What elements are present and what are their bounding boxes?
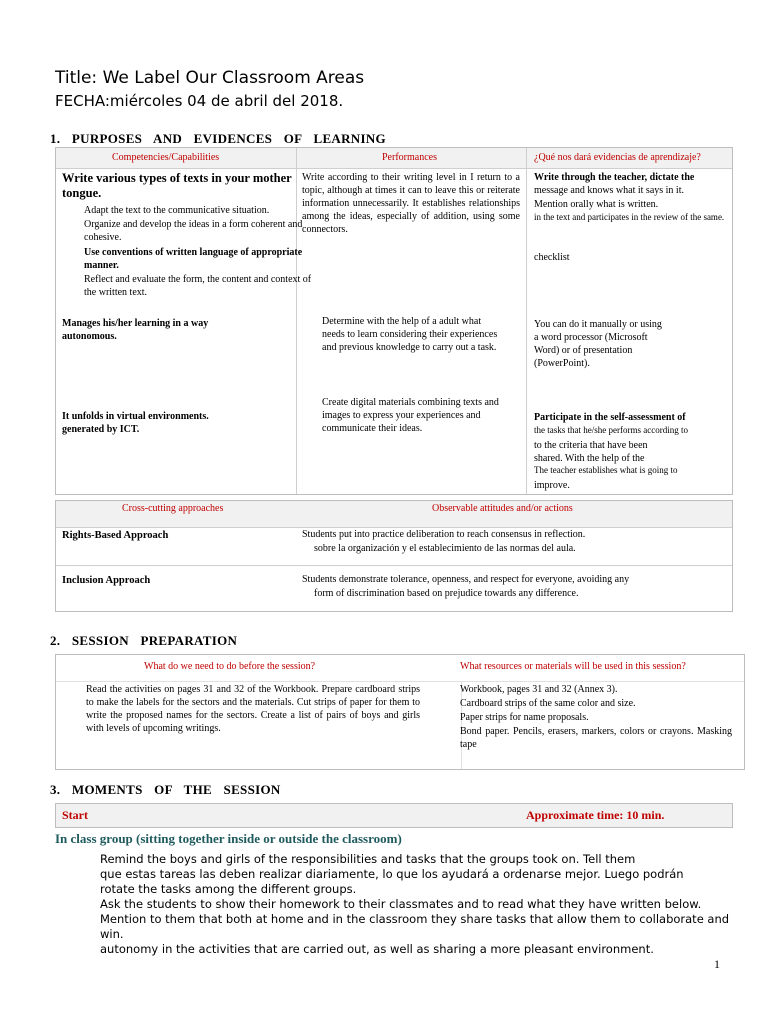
competency-item: Organize and develop the ideas in a form coherent and cohesive. — [84, 219, 303, 243]
approximate-time: Approximate time: 10 min. — [526, 808, 665, 822]
row-divider — [56, 565, 732, 566]
document-title: Title: We Label Our Classroom Areas — [55, 68, 365, 88]
group-heading: In class group (sitting together inside or outside the classroom) — [55, 831, 402, 846]
section-heading-moments: 3. MOMENTS OF THE SESSION — [50, 782, 281, 797]
approach-rights-actions: Students put into practice deliberation to reach consensus in reflection. — [302, 529, 586, 540]
approach-inclusion-actions-cont: form of discrimination based on prejudice towards any difference. — [314, 588, 579, 599]
resource-item: Bond paper. Pencils, erasers, markers, colors or crayons. Masking tape — [460, 726, 732, 750]
start-label: Start — [62, 808, 88, 822]
approach-inclusion: Inclusion Approach — [62, 575, 151, 586]
evidence-message: message and knows what it says in it. — [534, 185, 684, 196]
evidence-review: in the text and participates in the review of the same. — [534, 212, 725, 222]
evidence-manual-or-word: You can do it manually or using a word processor (Microsoft Word) or of presentation (PowerPoint). — [534, 319, 662, 369]
competency-item: Reflect and evaluate the form, the content and context of the written text. — [84, 274, 312, 298]
competency-item: Use conventions of written language of appropriate manner. — [84, 247, 303, 271]
competency-item: Adapt the text to the communicative situation. — [84, 205, 270, 216]
resource-item: Cardboard strips of the same color and size. — [460, 698, 636, 709]
evidence-tasks: the tasks that he/she performs according to — [534, 425, 688, 435]
moment-paragraph-homework: Ask the students to show their homework to their classmates and to read what they have written below. Mention to them that both at home and in the classroom they share tasks that allow them to collaborate and win. autonomy in the activities that are carried out, as well as sharing a more pleasant environment. — [100, 897, 730, 956]
preparation-header — [56, 655, 744, 682]
header-performances: Performances — [382, 152, 437, 163]
header-attitudes: Observable attitudes and/or actions — [432, 503, 573, 514]
evidence-teacher-establishes: The teacher establishes what is going to — [534, 465, 678, 475]
performance-digital: Create digital materials combining texts and images to express your experiences and communicate their ideas. — [322, 397, 499, 434]
evidence-mention: Mention orally what is written. — [534, 199, 659, 210]
evidence-improve: improve. — [534, 480, 570, 491]
column-divider — [296, 148, 297, 494]
document-date: FECHA:miércoles 04 de abril del 2018. — [55, 92, 344, 110]
competency-write-texts: Write various types of texts in your mother tongue. — [62, 171, 292, 200]
section-heading-purposes: 1. PURPOSES AND EVIDENCES OF LEARNING — [50, 131, 386, 146]
moment-paragraph-remind: Remind the boys and girls of the responsibilities and tasks that the groups took on. Tell them que estas tareas las deben realizar diariamente, lo que los ayudará a ordenarse mejor. Luego podrán rotate the tasks among the different groups. — [100, 852, 684, 896]
header-evidences: ¿Qué nos dará evidencias de aprendizaje? — [534, 152, 701, 163]
approach-rights-based: Rights-Based Approach — [62, 530, 169, 541]
column-divider — [526, 148, 527, 494]
performance-write: Write according to their writing level in I return to a topic, although at times it can to leave this or reiterate information unnecessarily. It establishes relationships among the ideas, especially of addition, using some connectors. — [302, 172, 520, 235]
header-cross-cutting: Cross-cutting approaches — [122, 503, 224, 514]
preparation-before: Read the activities on pages 31 and 32 of the Workbook. Prepare cardboard strips to make the labels for the sectors and the materials. Cut strips of paper for them to write the proposed names for the sectors. Create a list of pairs of boys and girls with levels of upcoming writings. — [86, 684, 420, 734]
page-number: 1 — [714, 957, 720, 971]
resource-item: Workbook, pages 31 and 32 (Annex 3). — [460, 684, 618, 695]
evidence-checklist: checklist — [534, 252, 570, 263]
evidence-self-assessment: Participate in the self-assessment of — [534, 412, 686, 423]
evidence-criteria: to the criteria that have been shared. With the help of the — [534, 440, 648, 464]
competency-virtual-environments: It unfolds in virtual environments. generated by ICT. — [62, 411, 209, 435]
competency-manages-learning: Manages his/her learning in a way autonomous. — [62, 318, 209, 342]
approach-rights-actions-cont: sobre la organización y el establecimiento de las normas del aula. — [314, 543, 576, 554]
evidence-write-through-teacher: Write through the teacher, dictate the — [534, 172, 695, 183]
header-resources: What resources or materials will be used in this session? — [460, 661, 686, 672]
header-competencies: Competencies/Capabilities — [112, 152, 220, 163]
start-bar — [55, 803, 733, 828]
approach-inclusion-actions: Students demonstrate tolerance, openness, and respect for everyone, avoiding any — [302, 574, 630, 585]
header-before-session: What do we need to do before the session? — [144, 661, 316, 672]
cross-cutting-header — [56, 501, 732, 528]
purposes-table-header — [56, 148, 732, 169]
performance-determine: Determine with the help of a adult what needs to learn considering their experiences and previous knowledge to carry out a task. — [322, 316, 498, 353]
resource-item: Paper strips for name proposals. — [460, 712, 589, 723]
section-heading-preparation: 2. SESSION PREPARATION — [50, 633, 238, 648]
